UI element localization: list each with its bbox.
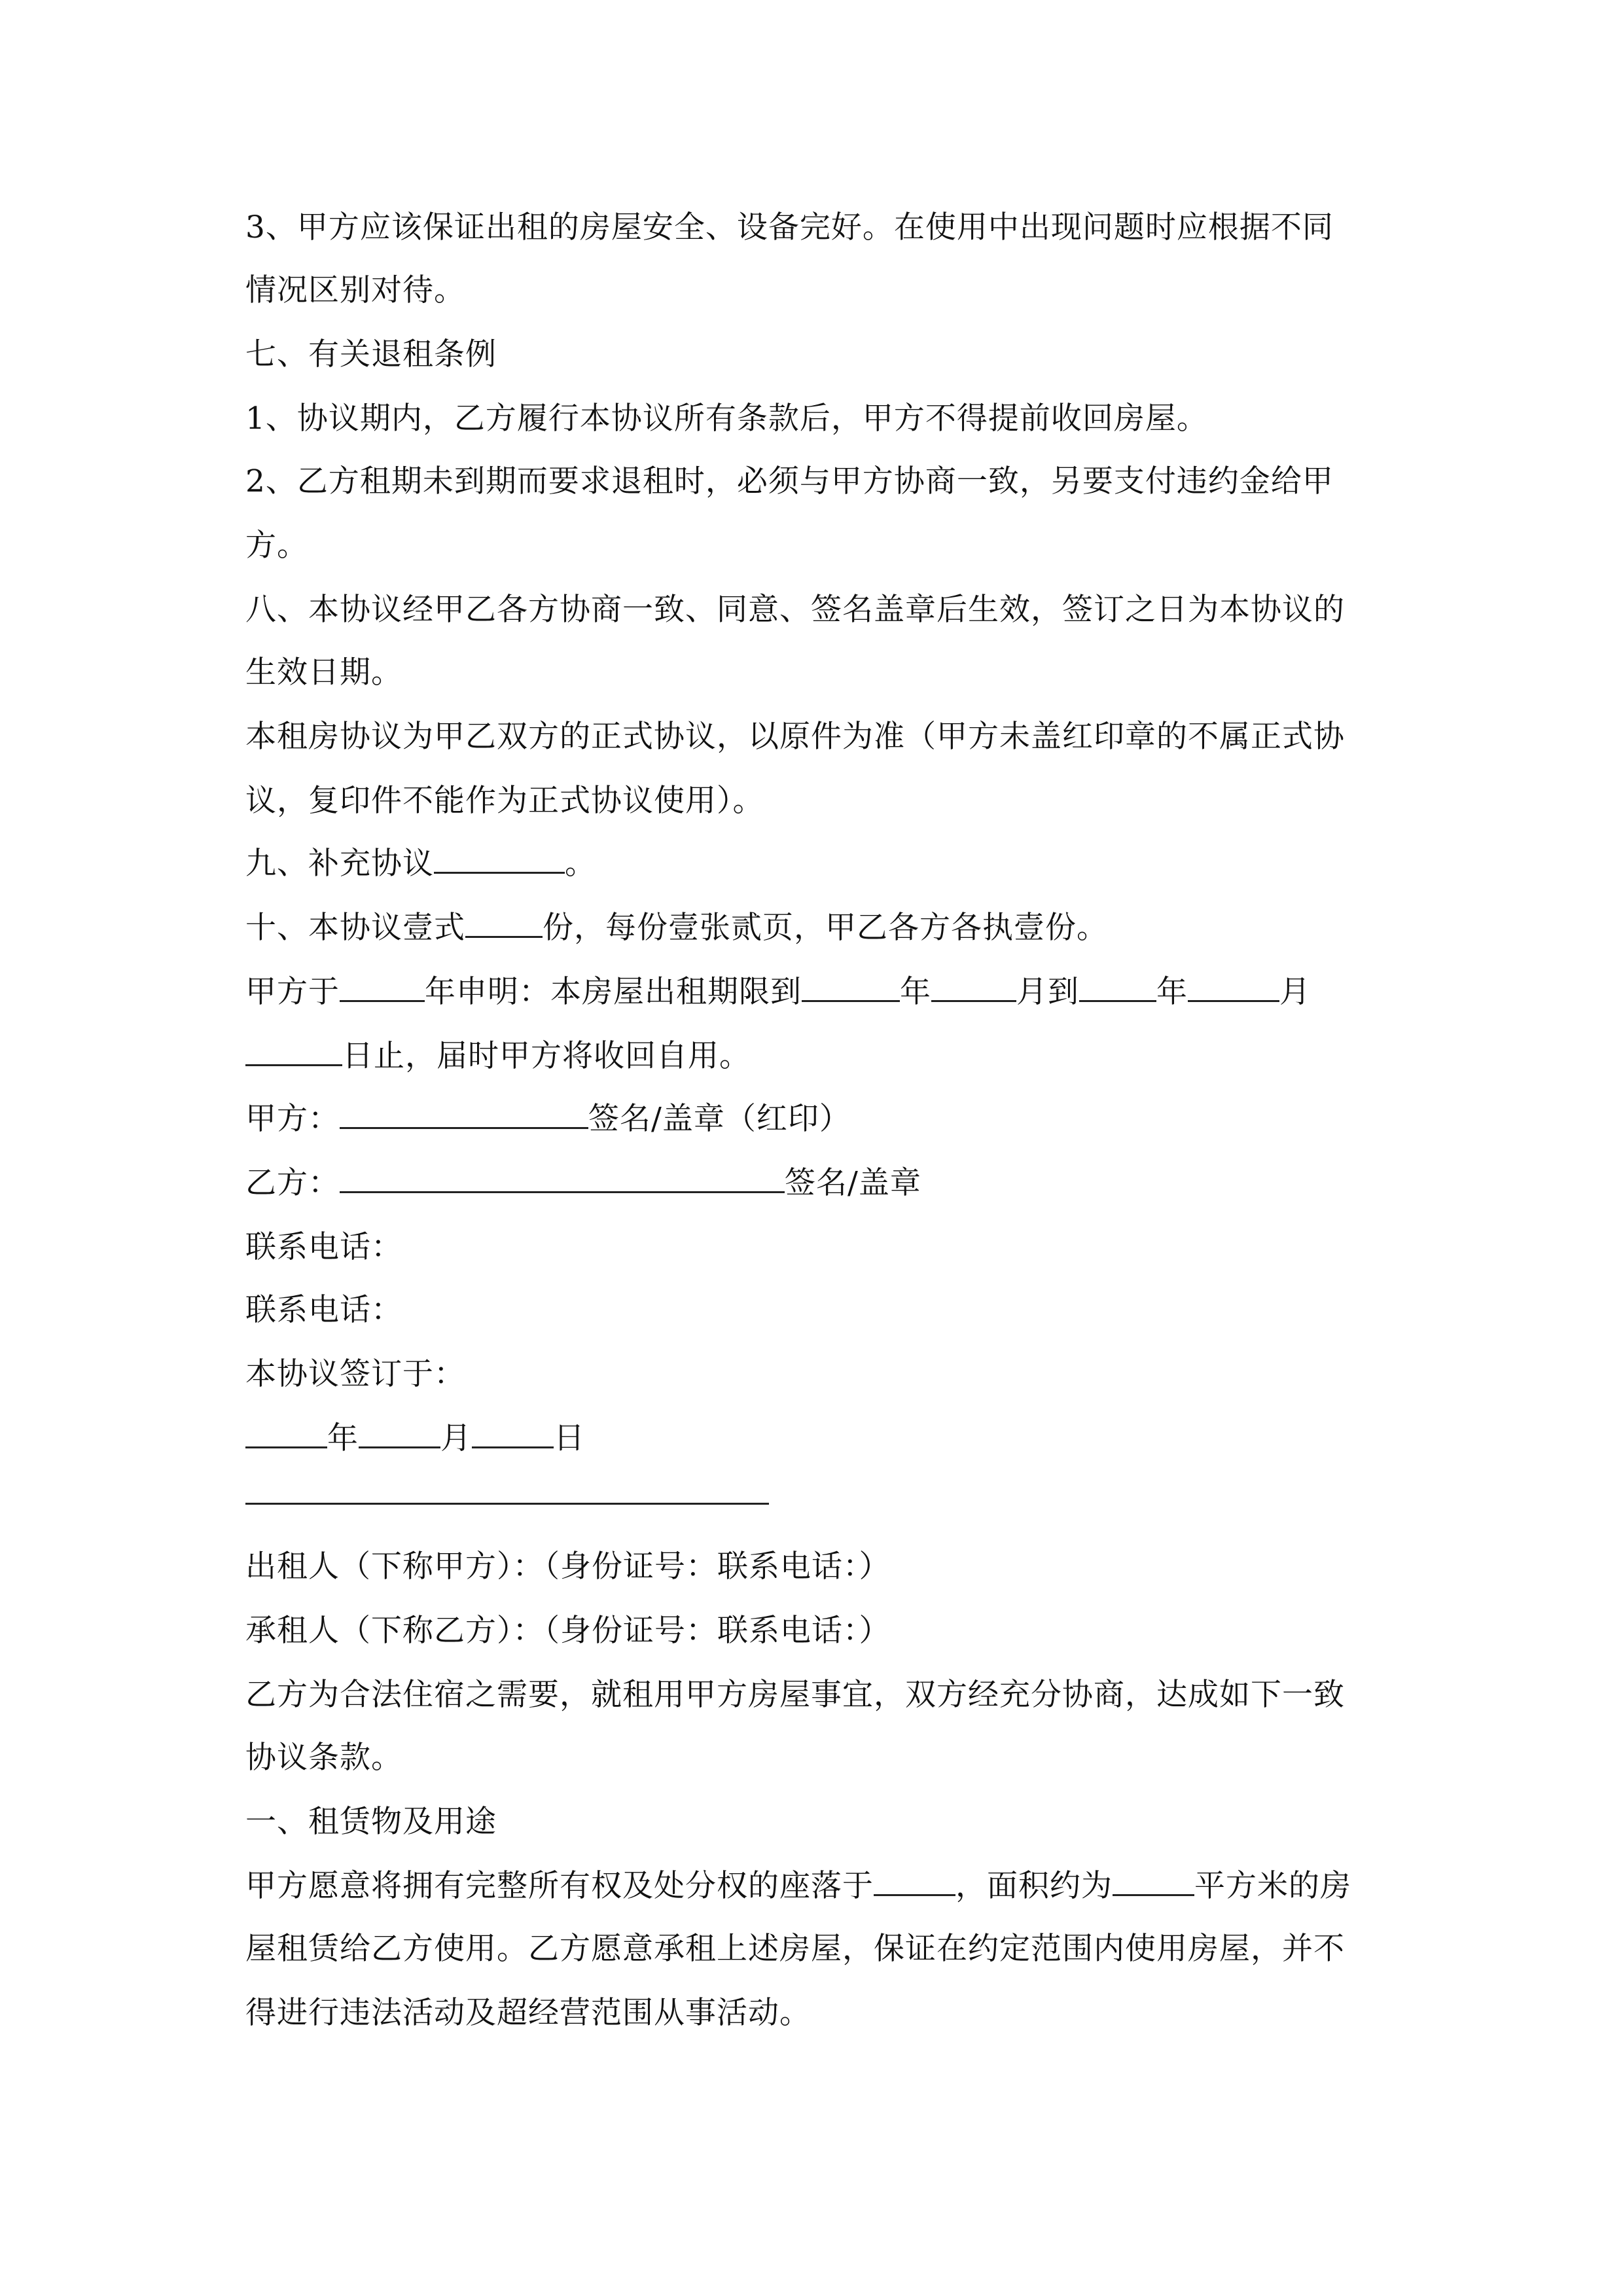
statement-text: 日止，届时甲方将收回自用。	[342, 1038, 751, 1074]
paragraph-line: 生效日期。	[245, 655, 402, 691]
fill-blank	[465, 908, 543, 938]
statement-line-2	[245, 1037, 751, 1076]
paragraph-line: 乙方为合法住宿之需要，就租用甲方房屋事宜，双方经充分协商，达成如下一致	[245, 1677, 1345, 1713]
date-line	[245, 1419, 585, 1458]
paragraph-line: 1、协议期内，乙方履行本协议所有条款后，甲方不得提前收回房屋。	[245, 401, 1208, 437]
supplement-label: 九、补充协议	[245, 846, 434, 882]
fill-blank	[1079, 973, 1156, 1002]
paragraph-line: 情况区别对待。	[245, 272, 465, 308]
party-b-signature	[245, 1164, 921, 1203]
paragraph-line: 3、甲方应该保证出租的房屋安全、设备完好。在使用中出现问题时应根据不同	[245, 209, 1334, 245]
fill-blank	[245, 1037, 342, 1066]
fill-blank	[472, 1419, 554, 1448]
premises-text: 甲方愿意将拥有完整所有权及处分权的座落于	[245, 1868, 874, 1904]
signature-blank	[340, 1100, 588, 1129]
statement-text: 甲方于	[245, 974, 340, 1010]
section-heading: 一、租赁物及用途	[245, 1804, 497, 1840]
paragraph-line: 得进行违法活动及超经营范围从事活动。	[245, 1995, 811, 2031]
supplement-suffix: 。	[565, 846, 596, 882]
fill-blank	[359, 1419, 440, 1448]
phone-label: 联系电话：	[245, 1292, 402, 1328]
statement-text: 月	[1279, 974, 1311, 1010]
fill-blank	[245, 1419, 327, 1448]
paragraph-line: 方。	[245, 528, 308, 564]
date-day: 日	[554, 1420, 585, 1456]
separator-rule	[245, 1503, 769, 1505]
lessor-line: 出租人（下称甲方）：（身份证号：联系电话：）	[245, 1549, 891, 1585]
premises-text: 平方米的房	[1194, 1868, 1351, 1904]
party-a-label: 甲方：	[245, 1101, 340, 1137]
section-heading: 七、有关退租条例	[245, 336, 497, 372]
date-month: 月	[440, 1420, 472, 1456]
date-year: 年	[327, 1420, 359, 1456]
signed-at-label: 本协议签订于：	[245, 1356, 465, 1392]
statement-line	[245, 973, 1311, 1012]
lessee-line: 承租人（下称乙方）：（身份证号：联系电话：）	[245, 1613, 891, 1649]
fill-blank	[874, 1867, 955, 1896]
premises-text: ，面积约为	[955, 1868, 1113, 1904]
signature-blank	[340, 1164, 785, 1193]
fill-blank	[434, 844, 565, 874]
paragraph-line: 八、本协议经甲乙各方协商一致、同意、签名盖章后生效，签订之日为本协议的	[245, 592, 1345, 628]
paragraph-line: 2、乙方租期未到期而要求退租时，必须与甲方协商一致，另要支付违约金给甲	[245, 463, 1334, 499]
paragraph-line: 议，复印件不能作为正式协议使用）。	[245, 783, 764, 819]
party-b-label: 乙方：	[245, 1165, 340, 1201]
party-b-sign-suffix: 签名/盖章	[785, 1165, 921, 1201]
fill-blank	[1188, 973, 1279, 1002]
fill-blank	[340, 973, 425, 1002]
statement-text: 年申明：本房屋出租期限到	[425, 974, 802, 1010]
statement-text: 年	[900, 974, 931, 1010]
statement-text: 年	[1156, 974, 1188, 1010]
paragraph-line: 本租房协议为甲乙双方的正式协议，以原件为准（甲方未盖红印章的不属正式协	[245, 719, 1345, 755]
fill-blank	[1113, 1867, 1194, 1896]
copies-label: 十、本协议壹式	[245, 910, 465, 946]
fill-blank	[802, 973, 900, 1002]
copies-line	[245, 908, 1108, 948]
party-a-sign-suffix: 签名/盖章（红印）	[588, 1101, 851, 1137]
premises-line	[245, 1867, 1351, 1906]
fill-blank	[931, 973, 1016, 1002]
paragraph-line: 屋租赁给乙方使用。乙方愿意承租上述房屋，保证在约定范围内使用房屋，并不	[245, 1931, 1345, 1967]
statement-text: 月到	[1016, 974, 1079, 1010]
paragraph-line: 协议条款。	[245, 1740, 402, 1776]
supplement-line	[245, 844, 596, 884]
party-a-signature	[245, 1100, 851, 1139]
phone-label: 联系电话：	[245, 1229, 402, 1265]
copies-suffix: 份，每份壹张贰页，甲乙各方各执壹份。	[543, 910, 1108, 946]
